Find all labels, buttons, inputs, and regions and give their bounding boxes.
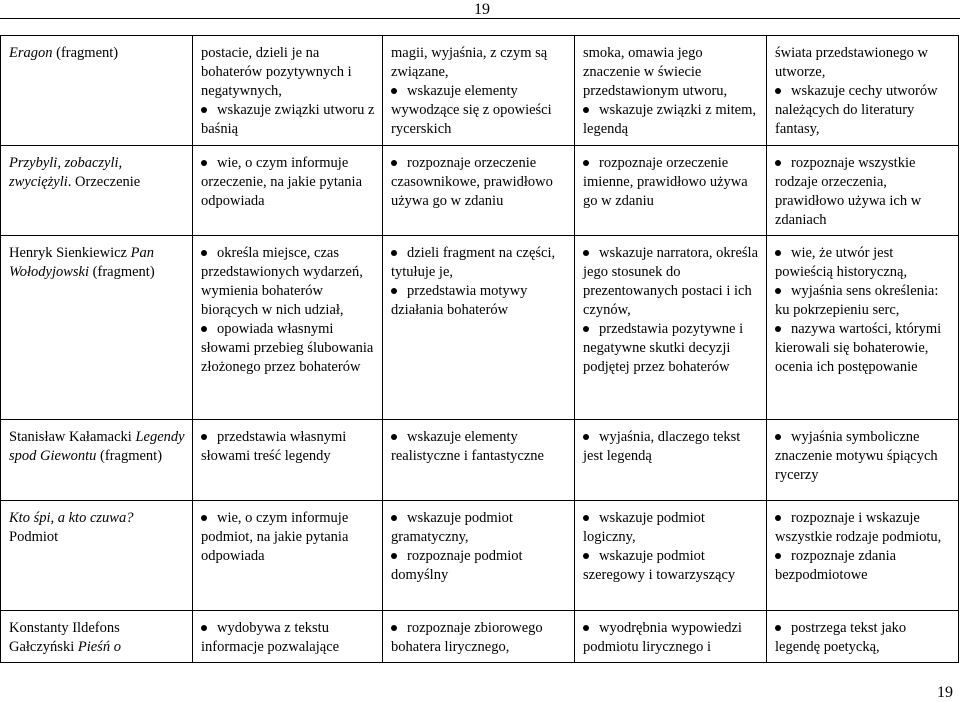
bullet-icon	[583, 160, 589, 166]
bullet-icon	[391, 434, 397, 440]
requirement-cell	[575, 501, 767, 611]
table-row	[1, 611, 959, 663]
bullet-icon	[583, 553, 589, 559]
requirement-item	[201, 619, 376, 657]
requirement-list	[391, 82, 568, 139]
requirement-list	[775, 154, 952, 230]
bullet-icon	[775, 88, 781, 94]
requirement-list	[391, 244, 568, 320]
requirement-cell	[575, 36, 767, 146]
requirement-item-text: wyjaśnia sens określenia: ku pokrzepieniu serc,	[775, 283, 939, 318]
requirement-item	[391, 619, 568, 657]
bullet-icon	[391, 250, 397, 256]
bullet-icon	[201, 250, 207, 256]
requirement-list	[583, 619, 760, 657]
lesson-title-cell	[1, 146, 193, 236]
bullet-icon	[201, 515, 207, 521]
requirement-item-text: wie, o czym informuje orzeczenie, na jakie pytania odpowiada	[201, 155, 363, 209]
requirement-cell	[193, 420, 383, 501]
requirement-item	[775, 509, 952, 547]
requirement-list	[391, 509, 568, 585]
requirement-item	[201, 154, 376, 211]
requirement-item-text: wyjaśnia, dlaczego tekst jest legendą	[583, 429, 741, 464]
bullet-icon	[775, 434, 781, 440]
requirement-list	[201, 154, 376, 211]
requirement-item-text: dzieli fragment na części, tytułuje je,	[391, 245, 556, 280]
requirement-item-text: opowiada własnymi słowami przebieg ślubowania złożonego przez bohaterów	[201, 321, 374, 375]
bullet-icon	[583, 625, 589, 631]
lesson-title-part: Kto śpi, a kto czuwa?	[9, 510, 134, 526]
requirement-cell	[193, 146, 383, 236]
bullet-icon	[775, 250, 781, 256]
requirement-item-text: wie, o czym informuje podmiot, na jakie pytania odpowiada	[201, 510, 349, 564]
requirement-item	[201, 428, 376, 466]
requirement-cell	[193, 236, 383, 420]
requirement-cell	[575, 236, 767, 420]
bullet-icon	[775, 160, 781, 166]
lesson-title-part: (fragment)	[52, 45, 119, 61]
bullet-icon	[201, 160, 207, 166]
lesson-title-cell	[1, 420, 193, 501]
table-row	[1, 36, 959, 146]
requirement-list	[583, 244, 760, 377]
requirement-item	[583, 101, 760, 139]
requirement-list	[775, 509, 952, 585]
requirement-item	[391, 244, 568, 282]
requirement-cell	[767, 611, 959, 663]
bullet-icon	[201, 326, 207, 332]
lesson-title-part: Legendy spod Giewontu	[9, 429, 185, 464]
requirement-text: postacie, dzieli je na bohaterów pozytywnych i negatywnych,	[201, 45, 352, 99]
requirement-list	[391, 619, 568, 657]
requirement-item	[583, 509, 760, 547]
requirement-list	[201, 509, 376, 566]
requirement-cell	[193, 36, 383, 146]
bullet-icon	[391, 88, 397, 94]
requirement-item-text: wyjaśnia symboliczne znaczenie motywu śpiących rycerzy	[775, 429, 938, 483]
requirement-item-text: wyodrębnia wypowiedzi podmiotu lirycznego i	[583, 620, 742, 655]
requirement-cell	[767, 36, 959, 146]
bullet-icon	[201, 107, 207, 113]
requirement-item-text: określa miejsce, czas przedstawionych wydarzeń, wymienia bohaterów biorących w nich udział,	[201, 245, 363, 318]
requirement-cell	[193, 611, 383, 663]
requirement-cell	[767, 501, 959, 611]
lesson-title-part: Przybyli, zobaczyli, zwyciężyli	[9, 155, 123, 190]
requirement-item	[583, 619, 760, 657]
bullet-icon	[775, 515, 781, 521]
requirement-list	[583, 509, 760, 585]
bullet-icon	[391, 625, 397, 631]
lesson-title-cell	[1, 611, 193, 663]
requirement-list	[583, 101, 760, 139]
header-rule	[0, 18, 960, 19]
requirement-list	[775, 82, 952, 139]
bullet-icon	[201, 434, 207, 440]
requirement-item-text: rozpoznaje orzeczenie imienne, prawidłowo używa go w zdaniu	[583, 155, 748, 209]
requirement-item	[583, 320, 760, 377]
requirement-item	[775, 320, 952, 377]
requirement-item	[201, 509, 376, 566]
requirement-cell	[383, 36, 575, 146]
table-row	[1, 420, 959, 501]
requirement-item	[201, 320, 376, 377]
requirement-item	[201, 101, 376, 139]
requirement-list	[775, 428, 952, 485]
lesson-title-part: Konstanty Ildefons Gałczyński	[9, 620, 120, 655]
bullet-icon	[391, 288, 397, 294]
requirement-cell	[767, 236, 959, 420]
requirement-item-text: wskazuje związki utworu z baśnią	[201, 102, 375, 137]
requirement-item-text: wskazuje podmiot szeregowy i towarzyszący	[583, 548, 736, 583]
page-number-bottom: 19	[937, 684, 953, 701]
requirement-item	[775, 428, 952, 485]
requirement-list	[201, 244, 376, 377]
requirement-cell	[383, 420, 575, 501]
requirement-item-text: rozpoznaje podmiot domyślny	[391, 548, 523, 583]
requirement-list	[201, 619, 376, 657]
requirement-item-text: wskazuje elementy wywodzące się z opowieści rycerskich	[391, 83, 552, 137]
lesson-title-part: (fragment)	[89, 264, 155, 280]
lesson-title-cell	[1, 236, 193, 420]
requirement-text: smoka, omawia jego znaczenie w świecie przedstawionym utworu,	[583, 45, 728, 99]
requirement-text: magii, wyjaśnia, z czym są związane,	[391, 45, 548, 80]
requirement-item	[775, 282, 952, 320]
requirement-item	[391, 547, 568, 585]
requirement-list	[201, 101, 376, 139]
bullet-icon	[391, 515, 397, 521]
bullet-icon	[775, 288, 781, 294]
requirement-list	[775, 244, 952, 377]
table-row	[1, 146, 959, 236]
bullet-icon	[583, 250, 589, 256]
requirement-item	[775, 154, 952, 230]
requirement-item	[391, 428, 568, 466]
requirement-list	[775, 619, 952, 657]
bullet-icon	[201, 625, 207, 631]
requirement-item-text: nazywa wartości, którymi kierowali się bohaterowie, ocenia ich postępowanie	[775, 321, 942, 375]
table-row	[1, 236, 959, 420]
bullet-icon	[583, 326, 589, 332]
requirement-item-text: rozpoznaje zdania bezpodmiotowe	[775, 548, 897, 583]
requirement-item	[201, 244, 376, 320]
requirement-item	[583, 244, 760, 320]
requirement-item	[775, 82, 952, 139]
requirement-item	[583, 154, 760, 211]
requirement-item	[391, 154, 568, 211]
requirement-item-text: przedstawia własnymi słowami treść legendy	[201, 429, 347, 464]
requirement-item	[775, 619, 952, 657]
requirement-item-text: wskazuje związki z mitem, legendą	[583, 102, 757, 137]
requirement-cell	[575, 611, 767, 663]
requirement-list	[391, 154, 568, 211]
bullet-icon	[583, 434, 589, 440]
bullet-icon	[775, 326, 781, 332]
lesson-title-part: Stanisław Kałamacki	[9, 429, 136, 445]
lesson-title-part: Eragon	[9, 45, 53, 61]
bullet-icon	[391, 160, 397, 166]
requirement-item-text: przedstawia pozytywne i negatywne skutki decyzji podjętej przez bohaterów	[583, 321, 744, 375]
requirement-item	[583, 428, 760, 466]
requirement-cell	[383, 146, 575, 236]
table-row	[1, 501, 959, 611]
requirement-cell	[575, 420, 767, 501]
bullet-icon	[775, 553, 781, 559]
requirement-cell	[767, 420, 959, 501]
requirement-item-text: wskazuje elementy realistyczne i fantastyczne	[391, 429, 544, 464]
lesson-title-part: Pieśń o	[77, 639, 121, 655]
requirement-item-text: przedstawia motywy działania bohaterów	[391, 283, 528, 318]
requirement-item	[775, 244, 952, 282]
lesson-title-cell	[1, 501, 193, 611]
requirement-list	[583, 154, 760, 211]
requirement-cell	[383, 236, 575, 420]
requirement-item	[391, 509, 568, 547]
requirement-item-text: wskazuje cechy utworów należących do literatury fantasy,	[775, 83, 938, 137]
requirement-item-text: wie, że utwór jest powieścią historyczną,	[775, 245, 908, 280]
requirement-cell	[767, 146, 959, 236]
page-number-top: 19	[474, 1, 490, 18]
requirement-cell	[193, 501, 383, 611]
bullet-icon	[583, 515, 589, 521]
lesson-title-part: (fragment)	[96, 448, 163, 464]
requirement-item	[583, 547, 760, 585]
bullet-icon	[583, 107, 589, 113]
curriculum-table	[0, 35, 959, 663]
requirement-item	[775, 547, 952, 585]
requirement-list	[201, 428, 376, 466]
requirement-item-text: wydobywa z tekstu informacje pozwalające	[201, 620, 340, 655]
requirement-item-text: wskazuje podmiot logiczny,	[583, 510, 705, 545]
requirement-item-text: rozpoznaje i wskazuje wszystkie rodzaje podmiotu,	[775, 510, 942, 545]
requirement-list	[583, 428, 760, 466]
requirement-item-text: rozpoznaje zbiorowego bohatera lirycznego,	[391, 620, 543, 655]
lesson-title-cell	[1, 36, 193, 146]
requirement-item	[391, 282, 568, 320]
requirement-cell	[383, 611, 575, 663]
lesson-title-part: Pan Wołodyjowski	[9, 245, 154, 280]
requirement-text: świata przedstawionego w utworze,	[775, 45, 929, 80]
requirement-item-text: rozpoznaje wszystkie rodzaje orzeczenia, prawidłowo używa ich w zdaniach	[775, 155, 922, 228]
requirement-item-text: wskazuje podmiot gramatyczny,	[391, 510, 513, 545]
requirement-item-text: rozpoznaje orzeczenie czasownikowe, prawidłowo używa go w zdaniu	[391, 155, 553, 209]
lesson-title-part: . Orzeczenie	[67, 174, 141, 190]
bullet-icon	[391, 553, 397, 559]
requirement-list	[391, 428, 568, 466]
bullet-icon	[775, 625, 781, 631]
lesson-title-part: Podmiot	[9, 529, 59, 545]
requirement-cell	[383, 501, 575, 611]
requirement-cell	[575, 146, 767, 236]
requirement-item-text: wskazuje narratora, określa jego stosunek do prezentowanych postaci i ich czynów,	[583, 245, 759, 318]
lesson-title-part: Henryk Sienkiewicz	[9, 245, 131, 261]
requirement-item-text: postrzega tekst jako legendę poetycką,	[775, 620, 907, 655]
requirement-item	[391, 82, 568, 139]
